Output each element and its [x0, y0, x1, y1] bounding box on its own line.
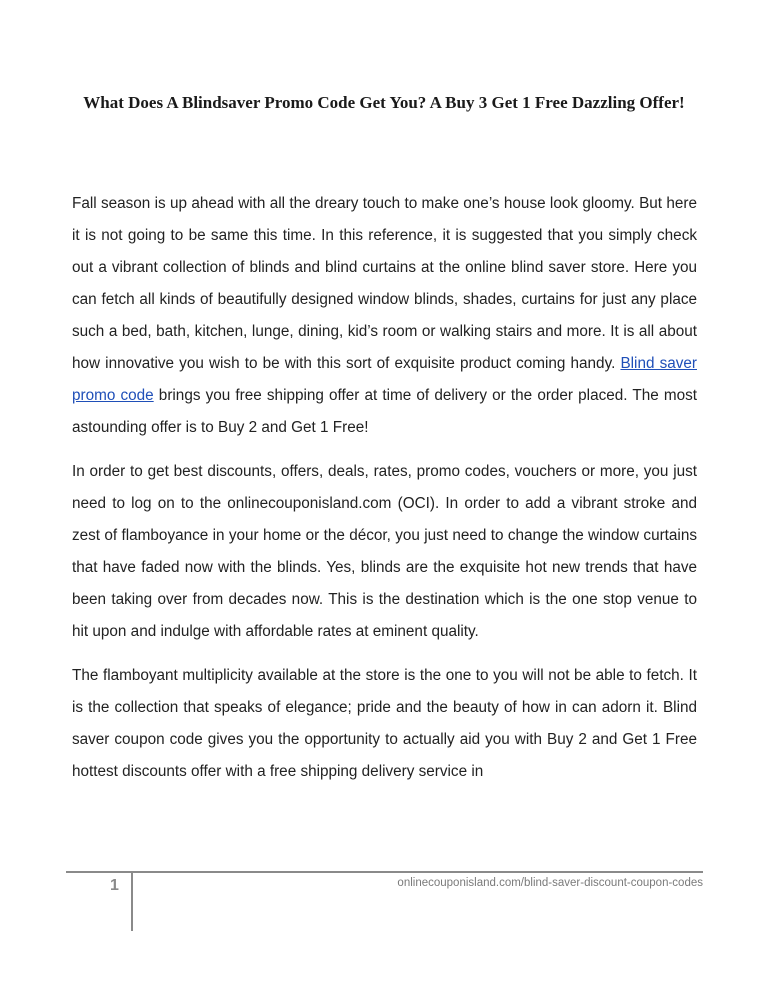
document-body — [72, 188, 697, 800]
paragraph-1 — [72, 188, 697, 444]
footer-vertical-divider — [131, 872, 133, 931]
paragraph-2: In order to get best discounts, offers, deals, rates, promo codes, vouchers or more, you just need to log on to the onlinecouponisland.com (OCI). In order to add a vibrant stroke and zest of flamboyance in your home or the décor, you just need to change the window curtains that have faded now with the blinds. Yes, blinds are the exquisite hot new trends that have been taking over from decades now. This is the destination which is the one stop venue to hit upon and indulge with affordable rates at eminent quality. — [72, 463, 697, 640]
blind-saver-promo-code-link[interactable]: Blind saver promo code — [72, 355, 697, 404]
paragraph-3: The flamboyant multiplicity available at the store is the one to you will not be able to fetch. It is the collection that speaks of elegance; pride and the beauty of how in can adorn it. Blind saver coupon code gives you the opportunity to actually aid you with Buy 2 and Get 1 Free hottest discounts offer with a free shipping delivery service in — [72, 667, 697, 780]
document-title: What Does A Blindsaver Promo Code Get You? A Buy 3 Get 1 Free Dazzling Offer! — [83, 93, 685, 112]
paragraph-1-text-end: brings you free shipping offer at time of delivery or the order placed. The most astounding offer is to Buy 2 and Get 1 Free! — [72, 387, 697, 436]
paragraph-1-text-start: Fall season is up ahead with all the dreary touch to make one’s house look gloomy. But here it is not going to be same this time. In this reference, it is suggested that you simply check out a vibrant collection of blinds and blind curtains at the online blind saver store. Here you can fetch all kinds of beautifully designed window blinds, shades, curtains for just any place such a bed, bath, kitchen, lunge, dining, kid’s room or walking stairs and more. It is all about how innovative you wish to be with this sort of exquisite product coming handy. — [72, 195, 697, 372]
footer-url: onlinecouponisland.com/blind-saver-discount-coupon-codes — [397, 877, 703, 889]
page-number: 1 — [110, 877, 119, 894]
footer-divider — [66, 871, 703, 873]
